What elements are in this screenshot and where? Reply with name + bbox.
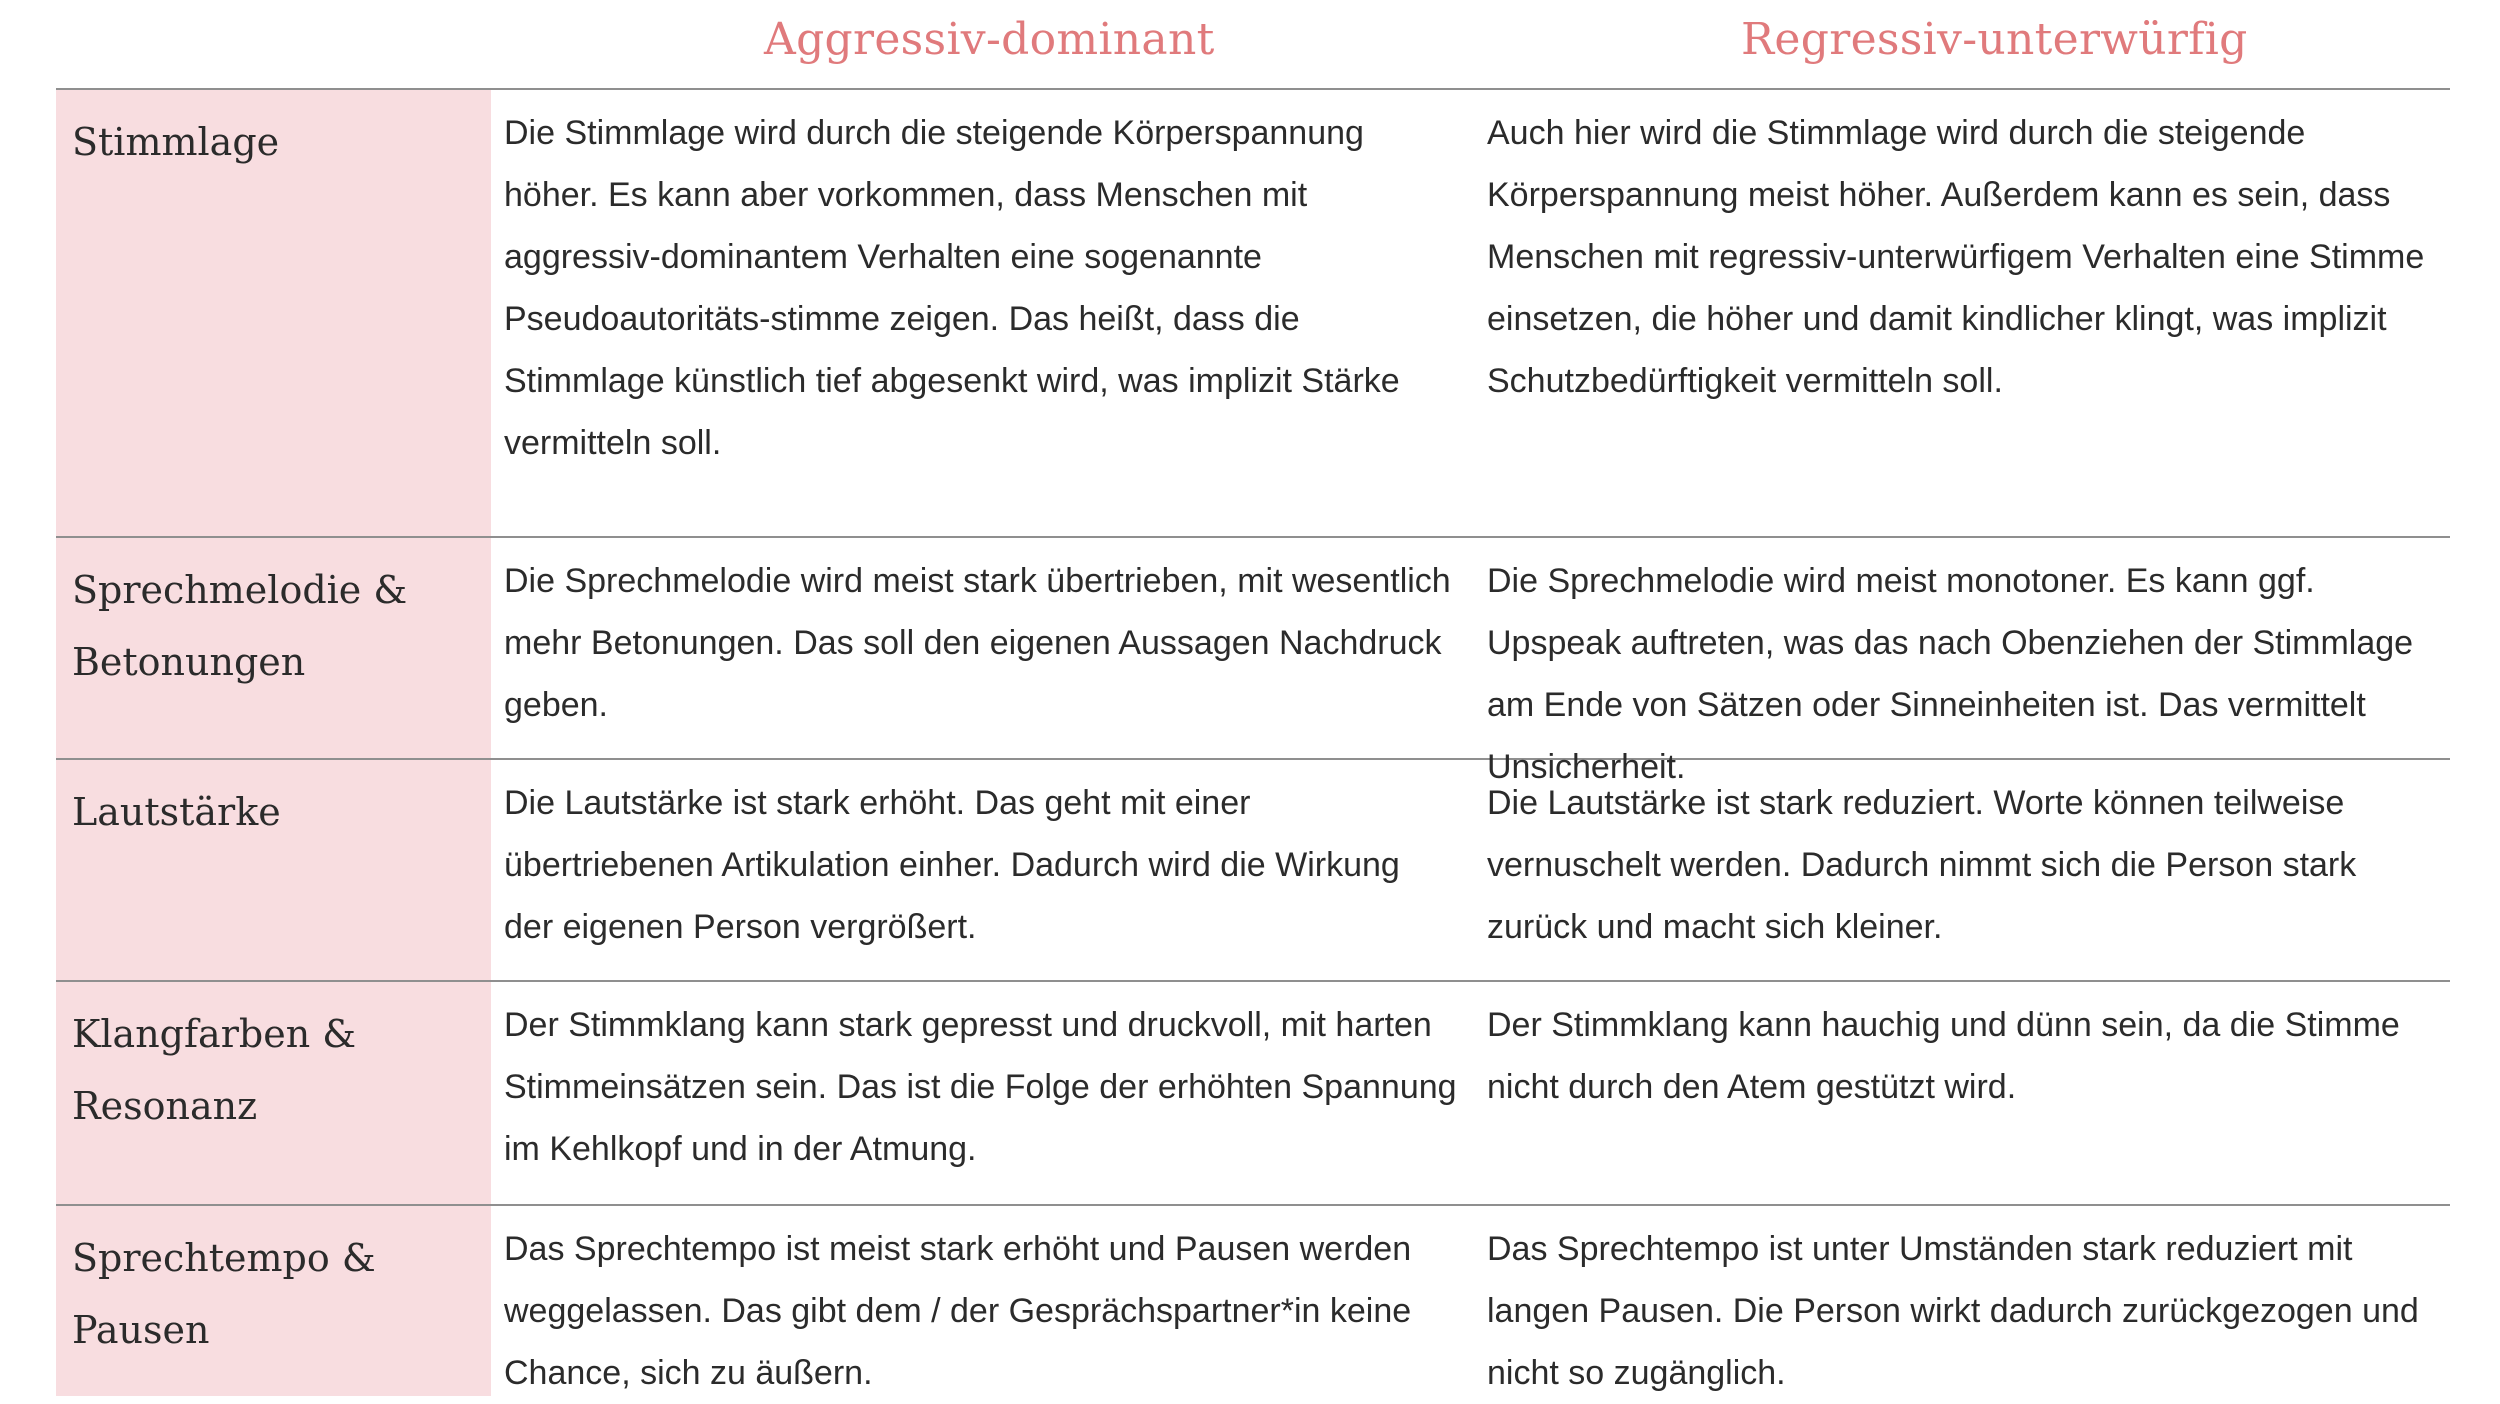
- table-row: [56, 1206, 2450, 1396]
- row-label: Lautstärke: [56, 760, 491, 980]
- comparison-table: [56, 0, 2450, 1396]
- cell-regressive: Die Lautstärke ist stark reduziert. Worte können teilweise vernuschelt werden. Dadurch nimmt sich die Person stark zurück und macht sich kleiner.: [1487, 784, 2357, 946]
- cell-regressive: Das Sprechtempo ist unter Umständen stark reduziert mit langen Pausen. Die Person wirkt dadurch zurückgezogen und nicht so zugänglich.: [1487, 1230, 2419, 1392]
- row-label: Klangfarben & Resonanz: [56, 982, 491, 1204]
- cell-regressive: Auch hier wird die Stimmlage wird durch die steigende Körperspannung meist höher. Außerdem kann es sein, dass Menschen mit regressiv-unterwürfigem Verhalten eine Stimme einsetzen, die höher und damit kindlicher klingt, was implizit Schutzbedürftigkeit vermitteln soll.: [1487, 114, 2425, 400]
- table-row: [56, 538, 2450, 786]
- cell-aggressive: Die Sprechmelodie wird meist stark übertrieben, mit wesentlich mehr Betonungen. Das soll den eigenen Aussagen Nachdruck geben.: [504, 562, 1451, 724]
- table-row: [56, 90, 2450, 538]
- table-header: [56, 0, 2450, 90]
- cell-aggressive: Das Sprechtempo ist meist stark erhöht und Pausen werden weggelassen. Das gibt dem / der Gesprächspartner*in keine Chance, sich zu äußern.: [504, 1230, 1412, 1392]
- row-label: Sprechmelodie & Betonungen: [56, 538, 491, 758]
- cell-aggressive: Die Lautstärke ist stark erhöht. Das geht mit einer übertriebenen Artikulation einher. Dadurch wird die Wirkung der eigenen Person vergrößert.: [504, 784, 1400, 946]
- cell-aggressive: Der Stimmklang kann stark gepresst und druckvoll, mit harten Stimmeinsätzen sein. Das ist die Folge der erhöhten Spannung im Kehlkopf und in der Atmung.: [504, 1006, 1457, 1168]
- cell-aggressive: Die Stimmlage wird durch die steigende Körperspannung höher. Es kann aber vorkommen, dass Menschen mit aggressiv-dominantem Verhalten eine sogenannte Pseudoautoritäts-stimme zeigen. Das heißt, dass die Stimmlage künstlich tief abgesenkt wird, was implizit Stärke vermitteln soll.: [504, 114, 1400, 462]
- table-row: [56, 982, 2450, 1206]
- cell-regressive: Die Sprechmelodie wird meist monotoner. Es kann ggf. Upspeak auftreten, was das nach Obenziehen der Stimmlage am Ende von Sätzen oder Sinneinheiten ist. Das vermittelt Unsicherheit.: [1487, 562, 2414, 786]
- row-label: Stimmlage: [56, 90, 491, 536]
- column-header-aggressive: Aggressiv-dominant: [764, 14, 1215, 65]
- cell-regressive: Der Stimmklang kann hauchig und dünn sein, da die Stimme nicht durch den Atem gestützt wird.: [1487, 1006, 2400, 1106]
- row-label: Sprechtempo & Pausen: [56, 1206, 491, 1396]
- table-row: [56, 760, 2450, 982]
- column-header-regressive: Regressiv-unterwürfig: [1741, 14, 2248, 65]
